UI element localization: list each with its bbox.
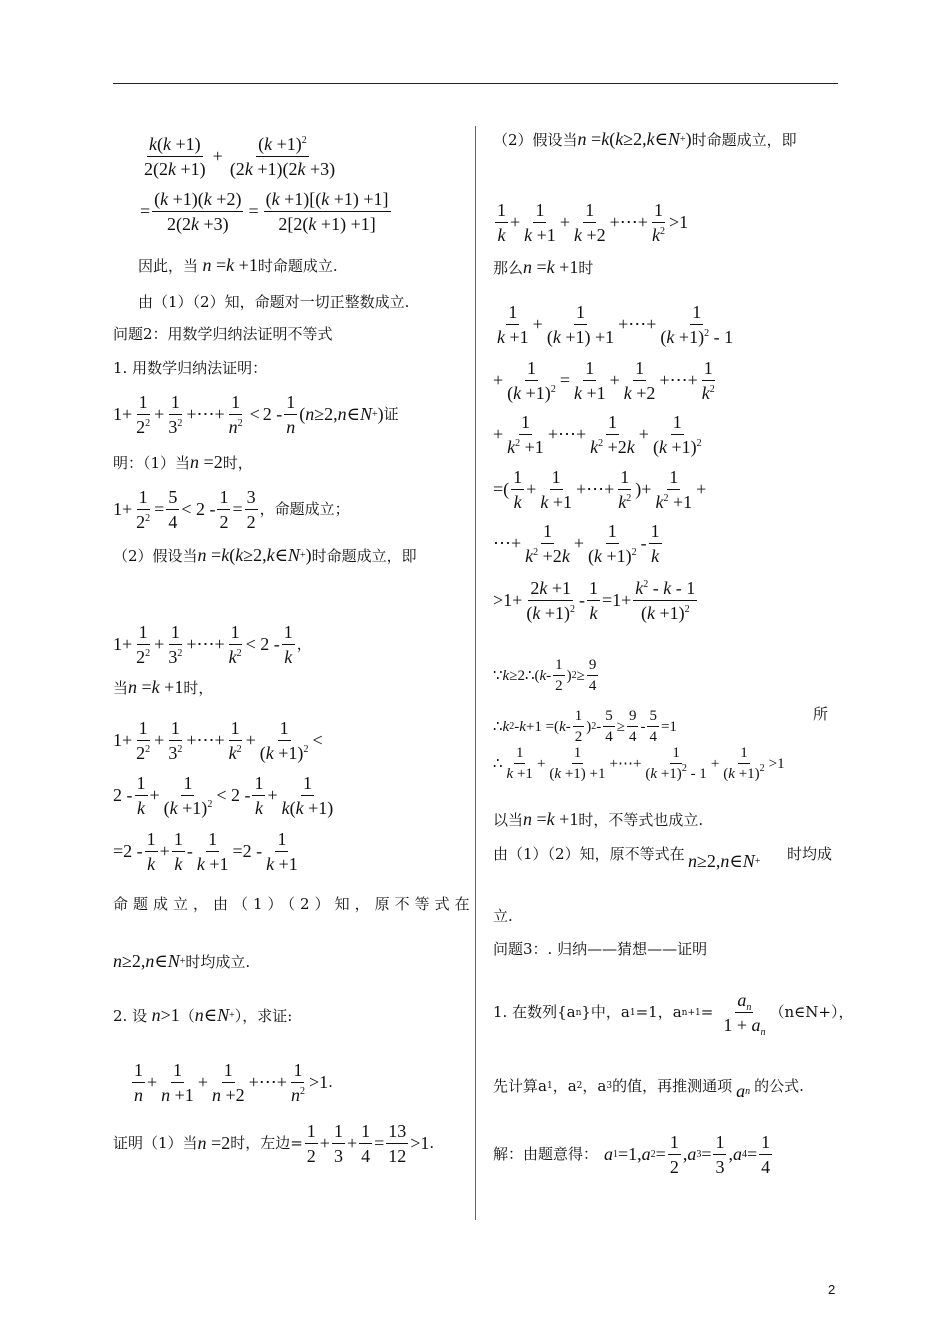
r-hypothesis-text: （2）假设当 n = k ( k ≥2, k ∈ N + ) 时命题成立，即 — [493, 129, 797, 149]
r-step-formula-4: =( $\frac{1}{k}$ + $\frac{1}{k +1}$ +⋯+ $\frac{1}{k^2}$ )+ $\frac{1}{k^2 +1}$ + — [493, 467, 707, 512]
r-step-formula-1: $\frac{1}{k +1}$ + $\frac{1}{(k +1) +1}$ +⋯+ $\frac{1}{(k +1)^2 - 1}$ — [497, 302, 734, 347]
r-step-formula-5: ⋯+ $\frac{1}{k^2 +2k}$ + $\frac{1}{(k +1)^2}$ - $\frac{1}{k}$ — [493, 521, 660, 566]
inequality-statement: 1+ $\frac{1}{2^2}$ + $\frac{1}{3^2}$ +⋯+ $\frac{1}{n^2}$ < 2 - $\frac{1}{n}$ ( n ≥2, n ∈ N + ) 证 — [113, 392, 399, 437]
header-rule — [113, 83, 838, 84]
r-step-formula-2: + $\frac{1}{(k +1)^2}$ = $\frac{1}{k +1}$ + $\frac{1}{k +2}$ +⋯+ $\frac{1}{k^2}$ — [493, 358, 715, 403]
base-case-formula: 1+ $\frac{1}{2^2}$ = $\frac{5}{4}$ < 2 - $\frac{1}{2}$ = $\frac{3}{2}$ ，命题成立； — [113, 487, 350, 532]
r-task-text: 先计算a 1 ，a 2 ，a 3 的值，再推测通项 a n 的公式. — [493, 1076, 804, 1101]
r-conclusion-1: 以当 n = k +1 时，不等式也成立. — [493, 809, 704, 829]
formula-sum-step1: $\frac{k(k +1)}{2(2k +1)}$ + $\frac{(k +1)^2}{(2k +1)(2k +3)}$ — [144, 134, 336, 179]
r-conclusion-tail: 时均成 — [787, 845, 833, 863]
exercise-2-inequality: $\frac{1}{n}$ + $\frac{1}{n +1}$ + $\frac{1}{n +2}$ +⋯+ $\frac{1}{n^2}$ >1 . — [134, 1060, 333, 1105]
conclusion-condition: n ≥2, n ∈ N + 时均成立. — [113, 951, 251, 971]
r-so-char: 所 — [813, 705, 829, 723]
conclusion-paragraph: 命题成立，由（1）（2）知，原不等式在 — [113, 895, 475, 913]
r-step-formula-3: + $\frac{1}{k^2 +1}$ +⋯+ $\frac{1}{k^2 +2k}$ + $\frac{1}{(k +1)^2}$ — [493, 412, 702, 457]
inductive-step-formula-2: 2 - $\frac{1}{k}$ + $\frac{1}{(k +1)^2}$ < 2 - $\frac{1}{k}$ + $\frac{1}{k(k +1)}$ — [113, 773, 334, 818]
r-conclusion-end: 立. — [493, 907, 513, 925]
r-solution-line: 解：由题意得： a 1 =1, a 2 = $\frac{1}{2}$ , a 3 = $\frac{1}{3}$ , a 4 = $\frac{1}{4}$ — [493, 1132, 771, 1177]
exercise-2-intro: 2. 设 n >1 （ n ∈ N + ），求证: — [113, 1005, 293, 1025]
heading-problem-2: 问题2：用数学归纳法证明不等式 — [113, 325, 333, 343]
inductive-hypothesis-text: （2）假设当 n = k ( k ≥2, k ∈ N + ) 时命题成立，即 — [113, 545, 417, 565]
inductive-step-formula-3: =2 - $\frac{1}{k}$ + $\frac{1}{k}$ - $\frac{1}{k +1}$ =2 - $\frac{1}{k +1}$ — [113, 829, 298, 874]
r-therefore-sum: ∴ $\frac{1}{k +1}$ + $\frac{1}{(k +1) +1}$ +⋯+ $\frac{1}{(k +1)^2 - 1}$ + $\frac{1}{(k +1)^2}$ >1 — [493, 745, 785, 783]
r-because-line: ∵ k ≥2∴( k - $\frac{1}{2}$ ) 2 ≥ $\frac{9}{4}$ — [493, 657, 597, 695]
column-divider — [475, 126, 476, 1220]
exercise-1-intro: 1. 用数学归纳法证明： — [113, 359, 268, 377]
formula-sum-step2: = $\frac{(k +1)(k +2)}{2(2k +3)}$ = $\frac{(k +1)[(k +1) +1]}{2[2(k +1) +1]}$ — [140, 189, 389, 234]
page-number: 2 — [828, 1282, 836, 1297]
r-conclusion-condition: n ≥2, n ∈ N + — [688, 851, 761, 871]
r-step-formula-6: >1+ $\frac{2k +1}{(k +1)^2}$ - $\frac{1}{k}$ =1+ $\frac{k^2 - k - 1}{(k +1)^2}$ — [493, 578, 696, 623]
base-case-text: 明：（1）当 n =2 时， — [113, 452, 253, 472]
exercise-2-base-case: 证明（1）当 n =2 时，左边= $\frac{1}{2}$ + $\frac{1}{3}$ + $\frac{1}{4}$ = $\frac{13}{12}$ >1 . — [113, 1121, 435, 1166]
r-therefore-line: ∴ k 2 - k +1 =( k - $\frac{1}{2}$ ) 2 - $\frac{5}{4}$ ≥ $\frac{9}{4}$ - $\frac{5}{4}$ =1 — [493, 708, 677, 746]
inductive-step-text: 当 n = k +1 时， — [113, 677, 214, 697]
r-sequence-definition: 1. 在数列{a n }中，a 1 =1，a n+1 = $\frac{a_n}{1 + a_n}$ （n∈N+）， — [493, 990, 854, 1038]
inductive-step-formula-1: 1+ $\frac{1}{2^2}$ + $\frac{1}{3^2}$ +⋯+ $\frac{1}{k^2}$ + $\frac{1}{(k +1)^2}$ < — [113, 718, 323, 763]
paragraph-induction-complete: 由（1）（2）知，命题对一切正整数成立. — [138, 293, 410, 311]
paragraph-conclusion: 因此，当 n = k +1 时命题成立. — [138, 255, 338, 275]
hypothesis-formula: 1+ $\frac{1}{2^2}$ + $\frac{1}{3^2}$ +⋯+ $\frac{1}{k^2}$ < 2 - $\frac{1}{k}$ ， — [113, 622, 312, 667]
r-hypothesis-formula: $\frac{1}{k}$ + $\frac{1}{k +1}$ + $\frac{1}{k +2}$ +⋯+ $\frac{1}{k^2}$ >1 — [497, 200, 689, 245]
heading-problem-3: 问题3：. 归纳——猜想——证明 — [493, 940, 708, 958]
r-conclusion-2: 由（1）（2）知，原不等式在 — [493, 845, 685, 863]
r-step-text: 那么 n = k +1 时 — [493, 257, 594, 277]
